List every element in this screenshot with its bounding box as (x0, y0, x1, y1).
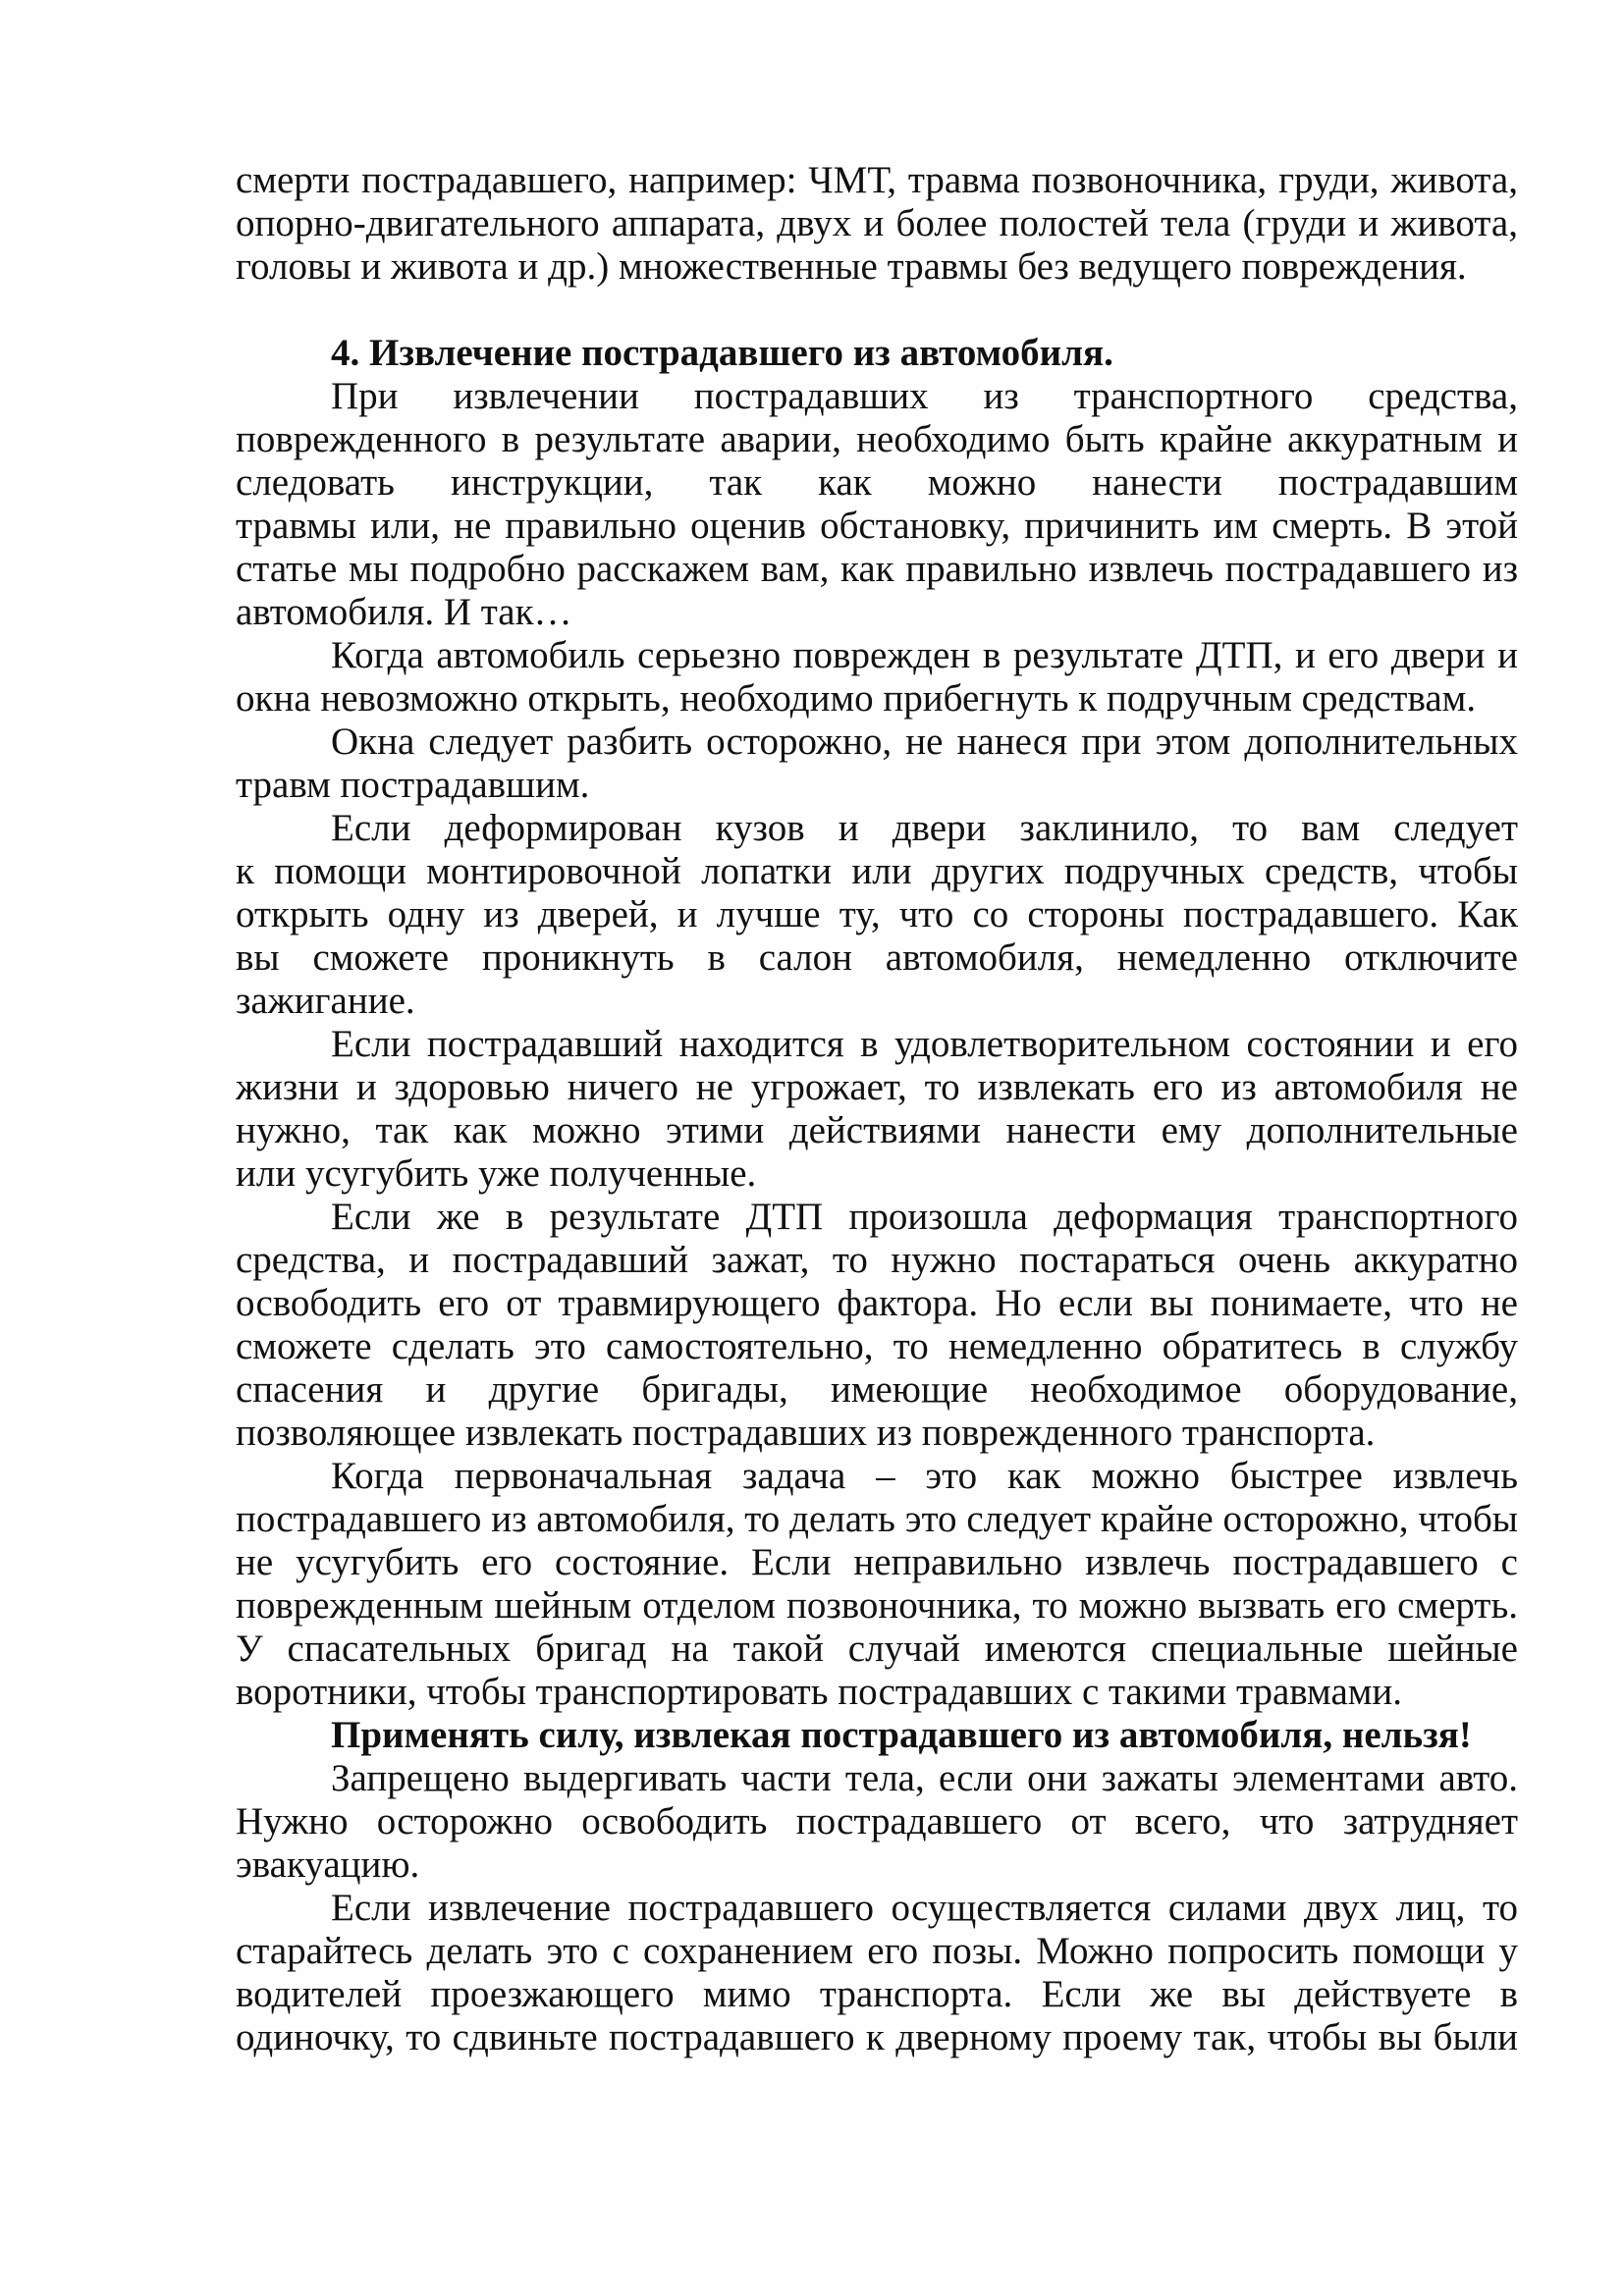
text-line: средства, и пострадавший зажат, то нужно постараться очень аккуратно (236, 1239, 1518, 1281)
paragraph (236, 1455, 1518, 1714)
text-line: Если деформирован кузов и двери заклинило, то вам следует (331, 807, 1518, 849)
paragraph (236, 634, 1518, 721)
text-line: Если извлечение пострадавшего осуществляется силами двух лиц, то (331, 1887, 1518, 1929)
text-line: не усугубить его состояние. Если неправильно извлечь пострадавшего с (236, 1541, 1518, 1583)
document-page (236, 159, 1518, 2059)
text-line: травмы или, не правильно оценив обстановку, причинить им смерть. В этой (236, 505, 1518, 547)
paragraph (236, 1887, 1518, 2059)
text-line: пострадавшего из автомобиля, то делать это следует крайне осторожно, чтобы (236, 1498, 1518, 1540)
text-line: освободить его от травмирующего фактора. Но если вы понимаете, что не (236, 1282, 1518, 1324)
paragraph (236, 159, 1518, 289)
text-line: к помощи монтировочной лопатки или других подручных средств, чтобы (236, 850, 1518, 892)
text-line: старайтесь делать это с сохранением его позы. Можно попросить помощи у (236, 1930, 1518, 1972)
text-line: зажигание. (236, 980, 415, 1022)
paragraph (236, 807, 1518, 1023)
text-line: открыть одну из дверей, и лучше ту, что со стороны пострадавшего. Как (236, 893, 1518, 935)
bold-heading (236, 1714, 1518, 1757)
text-line: водителей проезжающего мимо транспорта. Если же вы действуете в (236, 1973, 1518, 2015)
text-line: У спасательных бригад на такой случай имеются специальные шейные (236, 1628, 1518, 1670)
text-line: 4. Извлечение пострадавшего из автомобиля. (331, 332, 1113, 374)
paragraph (236, 1757, 1518, 1887)
text-line: автомобиля. И так… (236, 591, 572, 633)
text-line: нужно, так как можно этими действиями нанести ему дополнительные (236, 1109, 1518, 1151)
paragraph (236, 375, 1518, 634)
text-line: спасения и другие бригады, имеющие необходимое оборудование, (236, 1368, 1518, 1411)
text-line: воротники, чтобы транспортировать пострадавших с такими травмами. (236, 1671, 1403, 1713)
blank-line (236, 289, 1518, 332)
text-line: позволяющее извлекать пострадавших из поврежденного транспорта. (236, 1412, 1376, 1454)
text-line: вы сможете проникнуть в салон автомобиля, немедленно отключите (236, 936, 1518, 979)
text-line: травм пострадавшим. (236, 764, 590, 806)
text-line: Когда автомобиль серьезно поврежден в результате ДТП, и его двери и (331, 634, 1518, 676)
text-line: Применять силу, извлекая пострадавшего из автомобиля, нельзя! (331, 1714, 1472, 1756)
text-line: Запрещено выдергивать части тела, если они зажаты элементами авто. (331, 1757, 1518, 1799)
text-line: следовать инструкции, так как можно нанести пострадавшим (236, 461, 1518, 504)
text-line: статье мы подробно расскажем вам, как правильно извлечь пострадавшего из (236, 548, 1518, 590)
text-line: головы и живота и др.) множественные травмы без ведущего повреждения. (236, 245, 1467, 288)
text-line: При извлечении пострадавших из транспортного средства, (331, 375, 1518, 417)
text-line: жизни и здоровью ничего не угрожает, то извлекать его из автомобиля не (236, 1066, 1518, 1108)
text-line: эвакуацию. (236, 1843, 420, 1886)
text-line: окна невозможно открыть, необходимо прибегнуть к подручным средствам. (236, 677, 1477, 720)
text-line: Если же в результате ДТП произошла деформация транспортного (331, 1196, 1518, 1238)
text-line: или усугубить уже полученные. (236, 1152, 757, 1195)
text-line: одиночку, то сдвиньте пострадавшего к дверному проему так, чтобы вы были (236, 2016, 1518, 2058)
bold-heading (236, 332, 1518, 375)
text-line: Если пострадавший находится в удовлетворительном состоянии и его (331, 1023, 1518, 1065)
text-line: опорно-двигательного аппарата, двух и более полостей тела (груди и живота, (236, 202, 1518, 244)
paragraph (236, 1196, 1518, 1455)
text-line: сможете сделать это самостоятельно, то немедленно обратитесь в службу (236, 1325, 1518, 1367)
text-line: поврежденным шейным отделом позвоночника, то можно вызвать его смерть. (236, 1584, 1518, 1627)
text-line: Нужно осторожно освободить пострадавшего от всего, что затрудняет (236, 1800, 1518, 1842)
text-line: смерти пострадавшего, например: ЧМТ, травма позвоночника, груди, живота, (236, 159, 1518, 201)
text-line: Окна следует разбить осторожно, не нанеся при этом дополнительных (331, 721, 1518, 763)
text-line: поврежденного в результате аварии, необходимо быть крайне аккуратным и (236, 418, 1518, 460)
paragraph (236, 721, 1518, 807)
paragraph (236, 1023, 1518, 1196)
text-line: Когда первоначальная задача – это как можно быстрее извлечь (331, 1455, 1518, 1497)
